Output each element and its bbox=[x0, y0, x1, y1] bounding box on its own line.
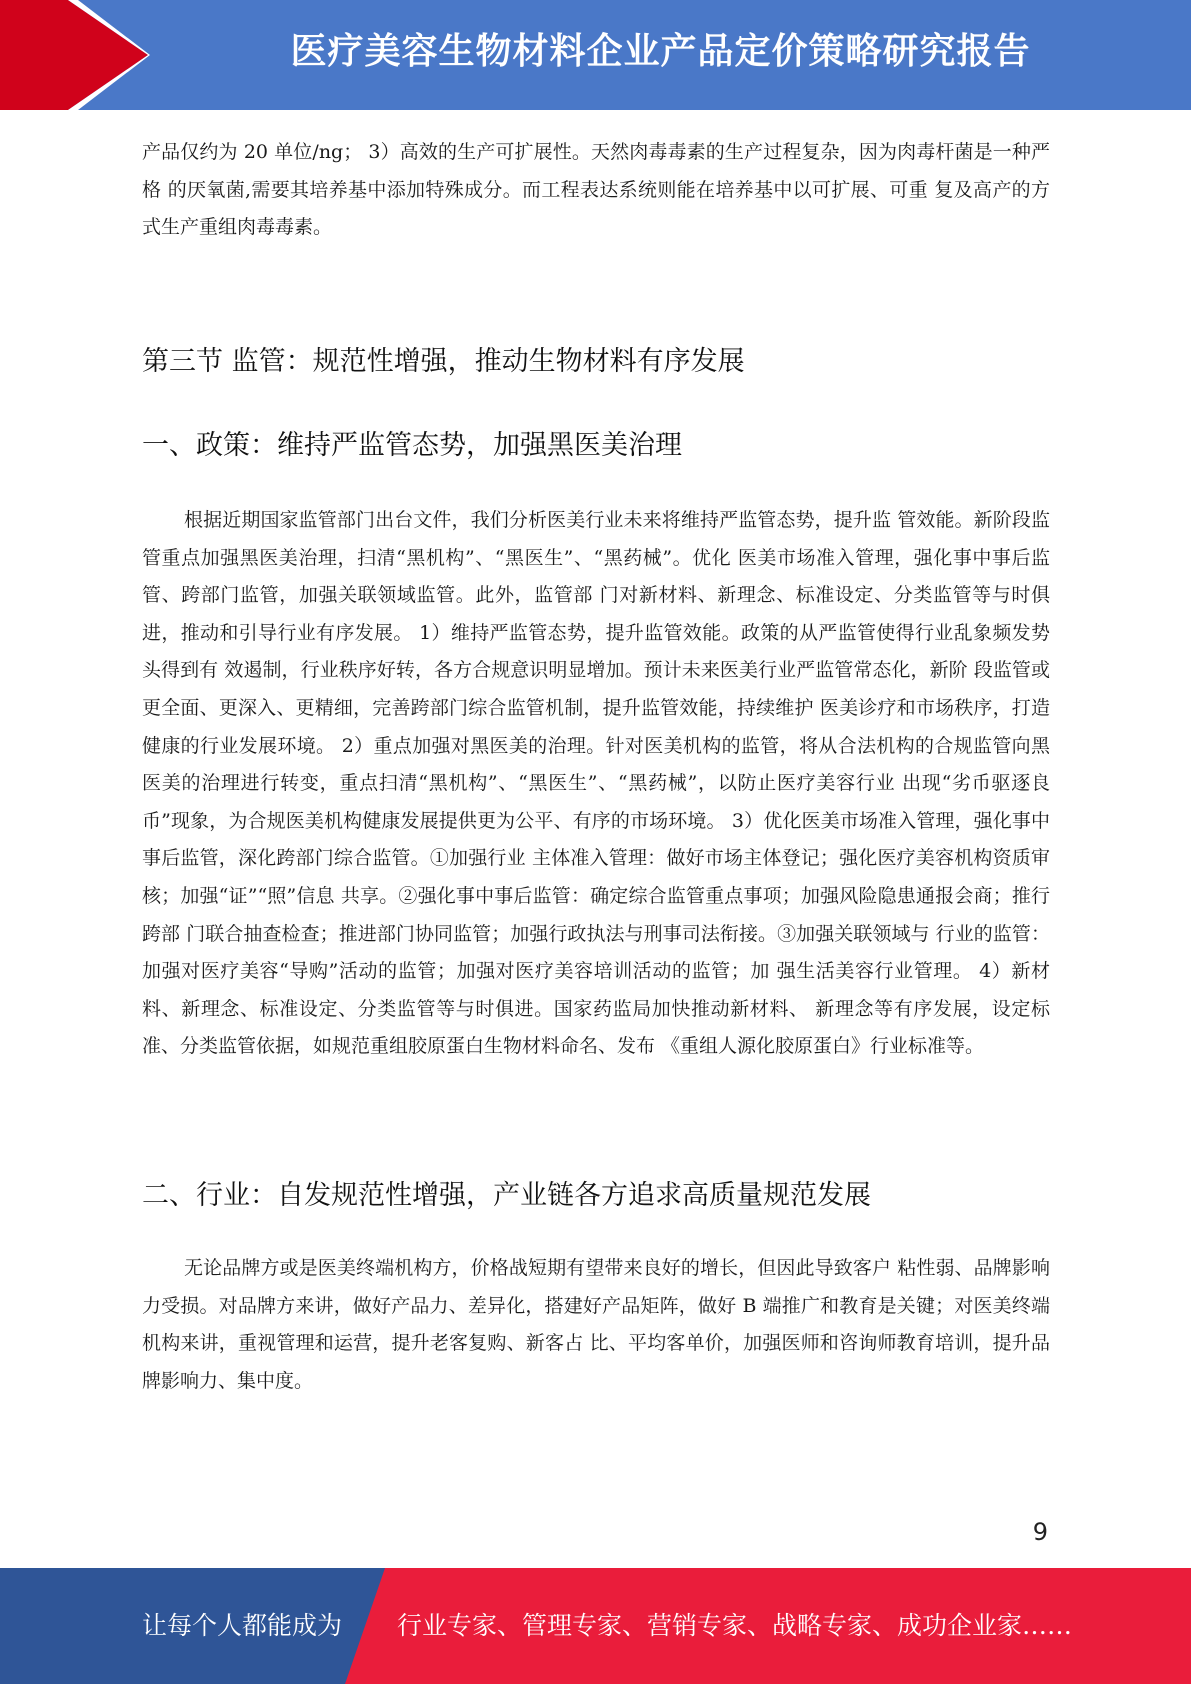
header-banner bbox=[0, 0, 1191, 110]
intro-section bbox=[142, 134, 1050, 247]
policy-paragraph: 根据近期国家监管部门出台文件，我们分析医美行业未来将维持严监管态势，提升监 管效能。新阶段监管重点加强黑医美治理，扫清“黑机构”、“黑医生”、“黑药械”。优化 医美市场准入管理，强化事中事后监管、跨部门监管，加强关联领域监管。此外，监管部 门对新材料、新理念、标准设定、分类监管等与时俱进，推动和引导行业有序发展。 1）维持严监管态势，提升监管效能。政策的从严监管使得行业乱象频发势头得到有 效遏制，行业秩序好转，各方合规意识明显增加。预计未来医美行业严监管常态化，新阶 段监管或更全面、更深入、更精细，完善跨部门综合监管机制，提升监管效能，持续维护 医美诊疗和市场秩序，打造健康的行业发展环境。 2）重点加强对黑医美的治理。针对医美机构的监管，将从合法机构的合规监管向黑 医美的治理进行转变，重点扫清“黑机构”、“黑医生”、“黑药械”，以防止医疗美容行业 出现“劣币驱逐良币”现象，为合规医美机构健康发展提供更为公平、有序的市场环境。 3）优化医美市场准入管理，强化事中事后监管，深化跨部门综合监管。①加强行业 主体准入管理：做好市场主体登记；强化医疗美容机构资质审核；加强“证”“照”信息 共享。②强化事中事后监管：确定综合监管重点事项；加强风险隐患通报会商；推行跨部 门联合抽查检查；推进部门协同监管；加强行政执法与刑事司法衔接。③加强关联领域与 行业的监管：加强对医疗美容“导购”活动的监管；加强对医疗美容培训活动的监管；加 强生活美容行业管理。 4）新材料、新理念、标准设定、分类监管等与时俱进。国家药监局加快推动新材料、 新理念等有序发展，设定标准、分类监管依据，如规范重组胶原蛋白生物材料命名、发布 《重组人源化胶原蛋白》行业标准等。 bbox=[142, 509, 1050, 1058]
footer-slogan-right: 行业专家、管理专家、营销专家、战略专家、成功企业家…… bbox=[397, 1611, 1073, 1640]
section-title: 第三节 监管：规范性增强，推动生物材料有序发展 bbox=[142, 346, 745, 377]
red-chevron-icon bbox=[0, 0, 150, 110]
intro-paragraph: 产品仅约为 20 单位/ng； 3）高效的生产可扩展性。天然肉毒毒素的生产过程复杂，因为肉毒杆菌是一种严格 的厌氧菌,需要其培养基中添加特殊成分。而工程表达系统则能在培养基中以可扩展、可重 复及高产的方式生产重组肉毒毒素。 bbox=[142, 141, 1050, 239]
subsection-title-policy: 一、政策：维持严监管态势，加强黑医美治理 bbox=[142, 430, 682, 461]
policy-section bbox=[142, 502, 1050, 1066]
page-number: 9 bbox=[1032, 1518, 1048, 1546]
industry-section bbox=[142, 1250, 1050, 1400]
report-title: 医疗美容生物材料企业产品定价策略研究报告 bbox=[290, 31, 1031, 72]
subsection-title-industry: 二、行业：自发规范性增强，产业链各方追求高质量规范发展 bbox=[142, 1180, 871, 1211]
industry-paragraph: 无论品牌方或是医美终端机构方，价格战短期有望带来良好的增长，但因此导致客户 粘性弱、品牌影响力受损。对品牌方来讲，做好产品力、差异化，搭建好产品矩阵，做好 B 端推广和教育是关键；对医美终端机构来讲，重视管理和运营，提升老客复购、新客占 比、平均客单价，加强医师和咨询师教育培训，提升品牌影响力、集中度。 bbox=[142, 1257, 1050, 1392]
footer-slogan-left: 让每个人都能成为 bbox=[142, 1611, 343, 1640]
footer-banner bbox=[0, 1568, 1191, 1684]
